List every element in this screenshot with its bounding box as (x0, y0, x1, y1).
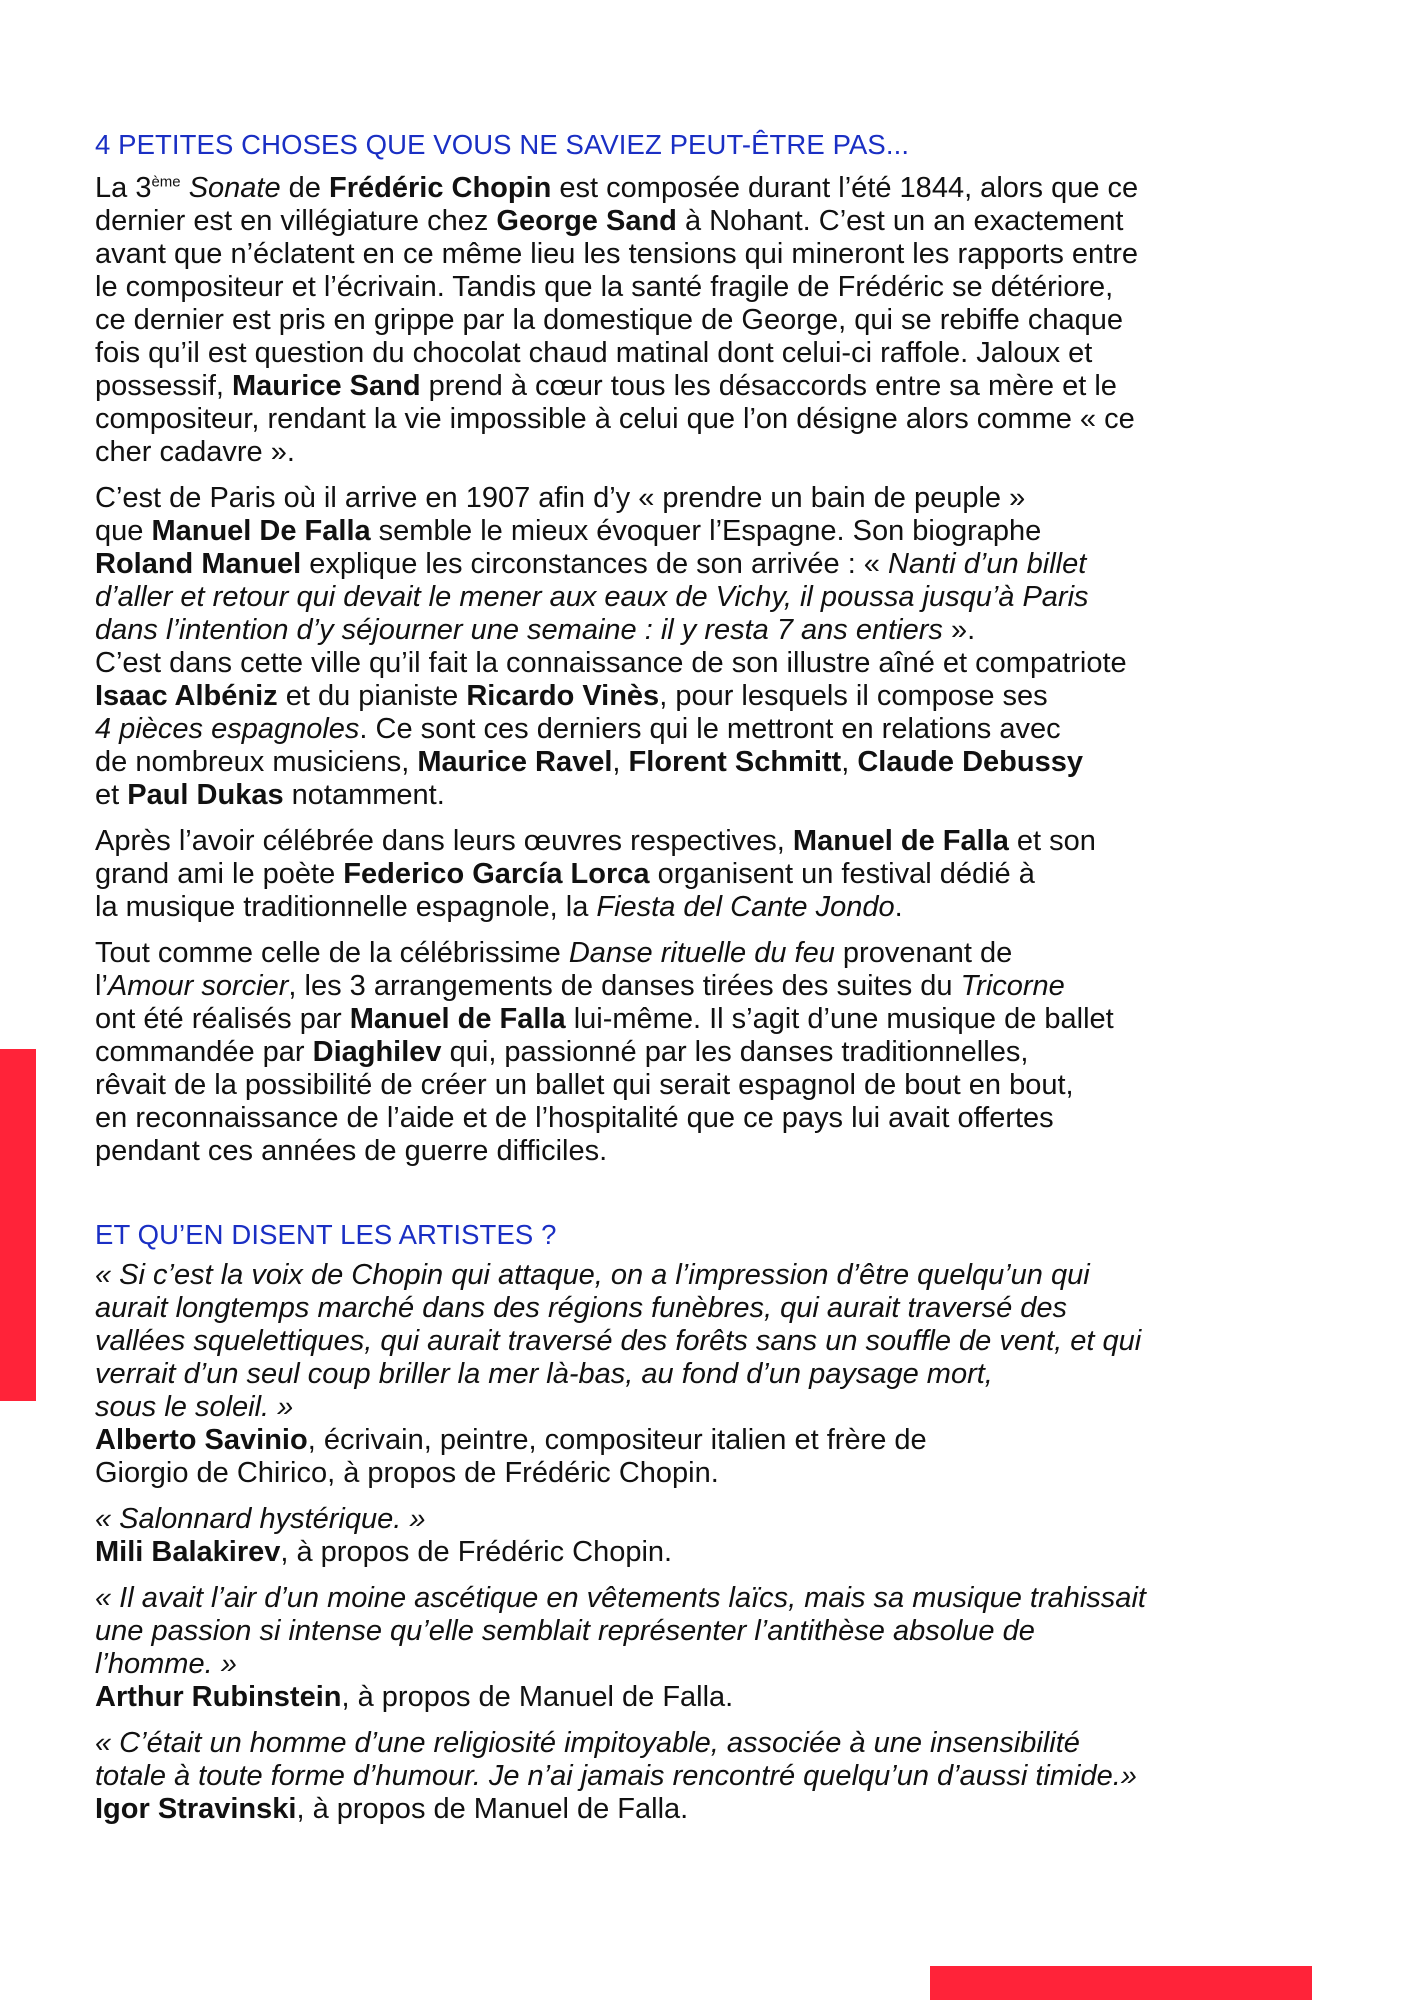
text-line: possessif, Maurice Sand prend à cœur tous les désaccords entre sa mère et le (95, 370, 1117, 402)
quote-attribution: Mili Balakirev, à propos de Frédéric Chopin. (95, 1536, 673, 1568)
text-line: la musique traditionnelle espagnole, la Fiesta del Cante Jondo. (95, 891, 903, 923)
text-line: que Manuel De Falla semble le mieux évoquer l’Espagne. Son biographe (95, 515, 1042, 547)
text-line: pendant ces années de guerre difficiles. (95, 1135, 608, 1167)
quote-line: « Il avait l’air d’un moine ascétique en vêtements laïcs, mais sa musique trahissait (95, 1582, 1146, 1614)
quote-line: aurait longtemps marché dans des régions funèbres, qui aurait traversé des (95, 1292, 1068, 1324)
quote-attribution: Igor Stravinski, à propos de Manuel de Falla. (95, 1793, 689, 1825)
quote-rubinstein (95, 1582, 1340, 1714)
text-line: et Paul Dukas notamment. (95, 779, 445, 811)
text-line: La 3ème Sonate de Frédéric Chopin est composée durant l’été 1844, alors que ce (95, 172, 1139, 204)
text-line: fois qu’il est question du chocolat chaud matinal dont celui-ci raffole. Jaloux et (95, 337, 1093, 369)
text-line: ce dernier est pris en grippe par la domestique de George, qui se rebiffe chaque (95, 304, 1123, 336)
quote-line: vallées squelettiques, qui aurait traversé des forêts sans un souffle de vent, et qui (95, 1325, 1142, 1357)
page-content (95, 128, 1340, 1839)
quote-attribution: Alberto Savinio, écrivain, peintre, compositeur italien et frère de (95, 1424, 927, 1456)
text-line: Après l’avoir célébrée dans leurs œuvres respectives, Manuel de Falla et son (95, 825, 1096, 857)
bottom-red-tab (930, 1966, 1312, 2000)
quote-line: une passion si intense qu’elle semblait représenter l’antithèse absolue de (95, 1615, 1035, 1647)
text-line: le compositeur et l’écrivain. Tandis que la santé fragile de Frédéric se détériore, (95, 271, 1114, 303)
section-heading-artistes: ET QU’EN DISENT LES ARTISTES ? (95, 1219, 557, 1250)
text-line: l’Amour sorcier, les 3 arrangements de danses tirées des suites du Tricorne (95, 970, 1065, 1002)
text-line: Roland Manuel explique les circonstances de son arrivée : « Nanti d’un billet (95, 548, 1087, 580)
text-line: d’aller et retour qui devait le mener aux eaux de Vichy, il poussa jusqu’à Paris (95, 581, 1089, 613)
paragraph-chopin-sonate (95, 172, 1340, 469)
paragraph-cante-jondo (95, 825, 1340, 924)
text-line: dernier est en villégiature chez George Sand à Nohant. C’est un an exactement (95, 205, 1124, 237)
text-line: ont été réalisés par Manuel de Falla lui-même. Il s’agit d’une musique de ballet (95, 1003, 1114, 1035)
quote-stravinski (95, 1727, 1340, 1826)
text-line: grand ami le poète Federico García Lorca organisent un festival dédié à (95, 858, 1035, 890)
quote-attribution: Arthur Rubinstein, à propos de Manuel de Falla. (95, 1681, 734, 1713)
text-line: compositeur, rendant la vie impossible à celui que l’on désigne alors comme « ce (95, 403, 1135, 435)
text-line: 4 pièces espagnoles. Ce sont ces derniers qui le mettront en relations avec (95, 713, 1061, 745)
quote-line: « Salonnard hystérique. » (95, 1503, 426, 1535)
quote-balakirev (95, 1503, 1340, 1569)
text-line: C’est de Paris où il arrive en 1907 afin d’y « prendre un bain de peuple » (95, 482, 1026, 514)
paragraph-de-falla-paris (95, 482, 1340, 812)
quote-line: totale à toute forme d’humour. Je n’ai jamais rencontré quelqu’un d’aussi timide.» (95, 1760, 1137, 1792)
text-line: rêvait de la possibilité de créer un ballet qui serait espagnol de bout en bout, (95, 1069, 1074, 1101)
quote-line: « Si c’est la voix de Chopin qui attaque, on a l’impression d’être quelqu’un qui (95, 1259, 1090, 1291)
quote-attribution: Giorgio de Chirico, à propos de Frédéric Chopin. (95, 1457, 719, 1489)
paragraph-tricorne (95, 937, 1340, 1168)
quote-line: l’homme. » (95, 1648, 237, 1680)
text-line: Tout comme celle de la célébrissime Danse rituelle du feu provenant de (95, 937, 1013, 969)
text-line: en reconnaissance de l’aide et de l’hospitalité que ce pays lui avait offertes (95, 1102, 1054, 1134)
text-line: dans l’intention d’y séjourner une semaine : il y resta 7 ans entiers ». (95, 614, 976, 646)
quote-line: « C’était un homme d’une religiosité impitoyable, associée à une insensibilité (95, 1727, 1080, 1759)
section-heading-petites-choses: 4 PETITES CHOSES QUE VOUS NE SAVIEZ PEUT-ÊTRE PAS... (95, 129, 910, 160)
text-line: de nombreux musiciens, Maurice Ravel, Florent Schmitt, Claude Debussy (95, 746, 1083, 778)
text-line: cher cadavre ». (95, 436, 295, 468)
text-line: avant que n’éclatent en ce même lieu les tensions qui mineront les rapports entre (95, 238, 1138, 270)
text-line: C’est dans cette ville qu’il fait la connaissance de son illustre aîné et compatriote (95, 647, 1127, 679)
quote-line: sous le soleil. » (95, 1391, 294, 1423)
text-line: commandée par Diaghilev qui, passionné par les danses traditionnelles, (95, 1036, 1029, 1068)
quote-savinio (95, 1259, 1340, 1490)
left-red-tab (0, 1049, 36, 1401)
text-line: Isaac Albéniz et du pianiste Ricardo Vinès, pour lesquels il compose ses (95, 680, 1048, 712)
quote-line: verrait d’un seul coup briller la mer là-bas, au fond d’un paysage mort, (95, 1358, 993, 1390)
